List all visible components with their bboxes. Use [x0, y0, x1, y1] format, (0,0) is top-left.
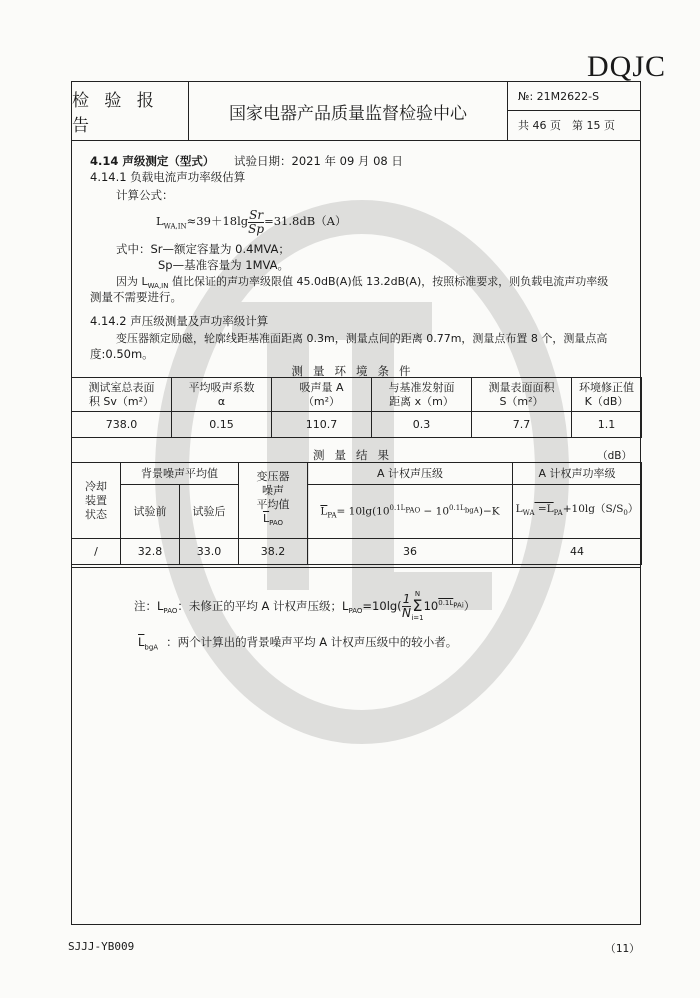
- bg-before-header: 试验前: [121, 485, 180, 539]
- env-value-row: [72, 412, 642, 438]
- section-title-line: [90, 154, 403, 169]
- load-formula: $L_{WA,IN}\approx 39+18\lg$ $\frac{Sr}{Sp}$ =31.8dB（A）: [156, 207, 347, 236]
- result-value: 38.2: [239, 539, 308, 565]
- footer-page-number: （11）: [604, 942, 640, 955]
- where-line-1: 式中：Sr—额定容量为 0.4MVA；: [116, 242, 290, 256]
- report-number: №: 21M2622-S: [508, 82, 640, 111]
- where-line-2: Sp—基准容量为 1MVA。: [158, 258, 289, 272]
- reason-line-2: 测量不需要进行。: [90, 290, 182, 304]
- env-value: 0.15: [172, 412, 272, 438]
- doc-type: 检 验 报 告: [72, 82, 189, 140]
- brand-mark: DQJC: [586, 50, 666, 83]
- env-header-cell: 测量表面面积 S（m²）: [472, 378, 572, 412]
- calc-label: 计算公式：: [116, 188, 174, 202]
- cooling-header: 冷却 装置 状态: [72, 463, 121, 539]
- note-1: 注：$L_{PAO}$：未修正的平均 A 计权声压级；$L_{PAO}=10\lg$( $\frac{1}{N}$ N Σ i=1 $10^{0.1L_{PAi}}$）: [134, 590, 476, 623]
- subsection-2: 4.14.2 声压级测量及声功率级计算: [90, 314, 269, 328]
- result-caption: 测量结果: [313, 448, 399, 462]
- lpa-formula: $\overline{L}_{PA}= 10\lg(10^{0.1L_{PAO}} - 10^{0.1L_{bgA}})-K$: [308, 485, 513, 539]
- bg-after-header: 试验后: [180, 485, 239, 539]
- env-header-cell: 吸声量 A （m²）: [272, 378, 372, 412]
- divider-line: [72, 567, 640, 568]
- env-table: [71, 377, 642, 438]
- lwa-formula: $L_{WA} =L_{PA}+10\lg(S/S_0)$: [513, 485, 642, 539]
- report-frame: [71, 81, 641, 925]
- desc-line-2: 度:0.50m。: [90, 347, 154, 361]
- env-value: 110.7: [272, 412, 372, 438]
- result-value: 33.0: [180, 539, 239, 565]
- report-header: [72, 82, 640, 141]
- lpa-header: A 计权声压级: [308, 463, 513, 485]
- test-date: 试验日期：2021 年 09 月 08 日: [234, 154, 403, 168]
- result-value: 44: [513, 539, 642, 565]
- result-unit: （dB）: [597, 450, 632, 462]
- result-row: [72, 539, 642, 565]
- page-count: 共 46 页 第 15 页: [518, 119, 615, 132]
- env-header-cell: 平均吸声系数 α: [172, 378, 272, 412]
- note-2: $\overline{L}_{bgA}$ ：两个计算出的背景噪声平均 A 计权声压级中的较小者。: [138, 635, 458, 652]
- env-value: 738.0: [72, 412, 172, 438]
- subsection-1: 4.14.1 负载电流声功率级估算: [90, 170, 246, 184]
- result-value: 32.8: [121, 539, 180, 565]
- transformer-header: 变压器 噪声 平均值 $\overline{L}_{PAO}$: [239, 463, 308, 539]
- bg-header: 背景噪声平均值: [121, 463, 239, 485]
- env-header-cell: 与基准发射面 距离 x（m）: [372, 378, 472, 412]
- footer-form-code: SJJJ-YB009: [68, 940, 135, 953]
- result-value: /: [72, 539, 121, 565]
- env-header-cell: 测试室总表面 积 Sv（m²）: [72, 378, 172, 412]
- section-title: 4.14 声级测定（型式）: [90, 154, 215, 168]
- lwa-header: A 计权声功率级: [513, 463, 642, 485]
- org-name: 国家电器产品质量监督检验中心: [189, 82, 508, 140]
- reason-line-1: 因为 $L_{WA,IN}$ 值比保证的声功率级限值 45.0dB(A)低 13.2dB(A)，按照标准要求，则负载电流声功率级: [116, 275, 609, 291]
- env-header-cell: 环境修正值 K（dB）: [572, 378, 642, 412]
- env-value: 0.3: [372, 412, 472, 438]
- env-caption: 测量环境条件: [291, 364, 421, 378]
- desc-line-1: 变压器额定励磁，轮廓线距基准面距离 0.3m，测量点间的距离 0.77m，测量点布置 8 个，测量点高: [116, 332, 608, 345]
- env-value: 7.7: [472, 412, 572, 438]
- env-value: 1.1: [572, 412, 642, 438]
- result-table: [71, 462, 642, 565]
- result-value: 36: [308, 539, 513, 565]
